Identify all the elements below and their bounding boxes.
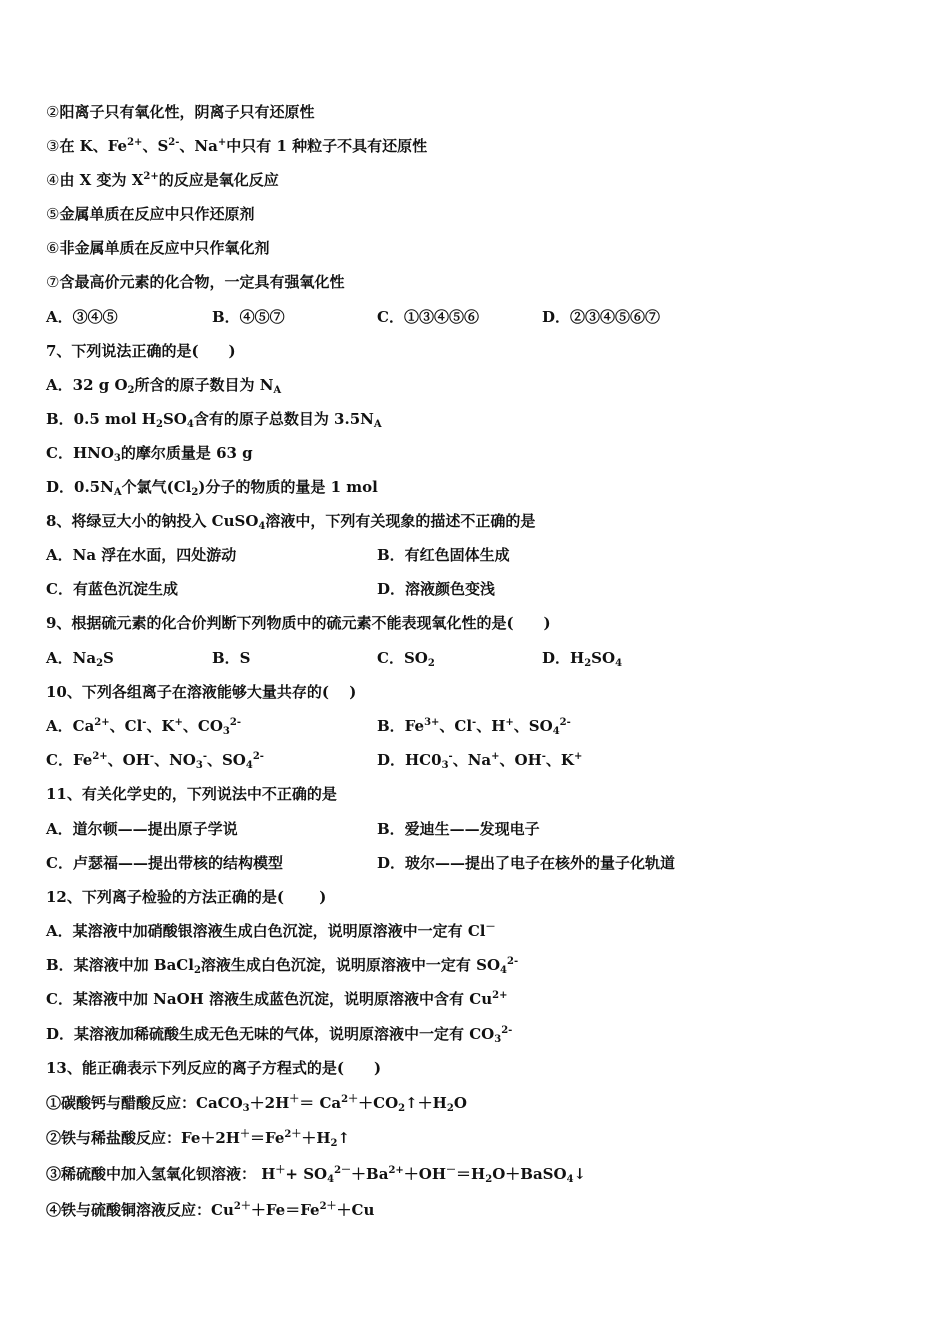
- q13-equation-4: ④铁与硫酸铜溶液反应：$Cu^{2+}+Fe=Fe^{2+}+Cu$: [46, 1201, 375, 1219]
- q6-item-6: ⑥非金属单质在反应中只作氧化剂: [46, 239, 270, 257]
- q12-option-d: D．某溶液加稀硫酸生成无色无味的气体，说明原溶液中一定有 $CO_3^{2-}$: [46, 1025, 513, 1045]
- q12-option-b: B．某溶液中加 BaCl$_2$溶液生成白色沉淀，说明原溶液中一定有 $SO_4^{2-}$: [46, 956, 519, 976]
- q13-equation-3: ③稀硫酸中加入氢氧化钡溶液： $H^++ SO_4^{2-}+Ba^{2+}+OH^-=H_2O+BaSO_4↓$: [46, 1165, 587, 1185]
- q11-option-a: A．道尔顿——提出原子学说: [46, 820, 238, 838]
- q9-option-d: D．$H_2SO_4$: [542, 649, 623, 669]
- q10-option-a: A．$Ca^{2+}$、Cl-、K+、$CO_3^{2-}$: [46, 717, 241, 737]
- q9-stem: 9、根据硫元素的化合价判断下列物质中的硫元素不能表现氧化性的是( ): [46, 614, 551, 632]
- q8-stem: 8、将绿豆大小的钠投入 CuSO$_4$溶液中，下列有关现象的描述不正确的是: [46, 512, 536, 532]
- q6-option-b: B．④⑤⑦: [212, 308, 285, 326]
- q13-equation-2: ②铁与稀盐酸反应：$Fe+2H^+=Fe^{2+}+H_2↑$: [46, 1129, 351, 1149]
- q6-option-d: D．②③④⑤⑥⑦: [542, 308, 661, 326]
- q7-option-b: B．0.5 mol $H_2SO_4$含有的原子总数目为 $3.5N_A$: [46, 410, 382, 430]
- q7-option-c: C．$HNO_3$的摩尔质量是 63 g: [46, 444, 253, 464]
- q6-item-5: ⑤金属单质在反应中只作还原剂: [46, 205, 255, 223]
- q8-option-d: D．溶液颜色变浅: [377, 580, 496, 598]
- q7-option-d: D．$0.5N_A$个氯气$(Cl_2)$分子的物质的量是 1 mol: [46, 478, 378, 498]
- q8-option-a: A．Na 浮在水面，四处游动: [46, 546, 237, 564]
- q13-stem: 13、能正确表示下列反应的离子方程式的是( ): [46, 1059, 382, 1077]
- q9-option-a: A．$Na_2S$: [46, 649, 114, 669]
- q13-equation-1: ①碳酸钙与醋酸反应：CaCO$_3$＋2H＋＝ $Ca^{2+}+CO_2↑+H_2O$: [46, 1094, 467, 1114]
- q10-stem: 10、下列各组离子在溶液能够大量共存的( ): [46, 683, 357, 701]
- q6-item-7: ⑦含最高价元素的化合物，一定具有强氧化性: [46, 273, 345, 291]
- q7-option-a: A．32 g $O_2$所含的原子数目为 $N_A$: [46, 376, 282, 396]
- q10-option-c: C．$Fe^{2+}$、OH-、$NO_3^-$、$SO_4^{2-}$: [46, 751, 264, 771]
- q11-option-b: B．爱迪生——发现电子: [377, 820, 540, 838]
- q6-option-a: A．③④⑤: [46, 308, 118, 326]
- q8-option-b: B．有红色固体生成: [377, 546, 510, 564]
- q10-option-d: D．$HC0_3^-$、Na+、OH-、K+: [377, 751, 583, 771]
- q12-option-a: A．某溶液中加硝酸银溶液生成白色沉淀，说明原溶液中一定有 Cl－: [46, 922, 496, 940]
- q6-item-2: ②阳离子只有氧化性，阴离子只有还原性: [46, 103, 315, 121]
- q11-stem: 11、有关化学史的，下列说法中不正确的是: [46, 785, 337, 803]
- q9-option-c: C．$SO_2$: [377, 649, 435, 669]
- q11-option-c: C．卢瑟福——提出带核的结构模型: [46, 854, 283, 872]
- q12-stem: 12、下列离子检验的方法正确的是( ): [46, 888, 327, 906]
- q10-option-b: B．$Fe^{3+}$、Cl-、H+、$SO_4^{2-}$: [377, 717, 571, 737]
- q6-item-3: ③在 K、$Fe^{2+}$、$S^{2-}$、Na+中只有 1 种粒子不具有还原性: [46, 137, 428, 155]
- q12-option-c: C．某溶液中加 NaOH 溶液生成蓝色沉淀，说明原溶液中含有 $Cu^{2+}$: [46, 990, 508, 1008]
- q11-option-d: D．玻尔——提出了电子在核外的量子化轨道: [377, 854, 676, 872]
- q6-item-4: ④由 X 变为 $X^{2+}$的反应是氧化反应: [46, 171, 279, 189]
- q9-option-b: B．S: [212, 649, 251, 667]
- q8-option-c: C．有蓝色沉淀生成: [46, 580, 178, 598]
- q6-option-c: C．①③④⑤⑥: [377, 308, 479, 326]
- q7-stem: 7、下列说法正确的是( ): [46, 342, 236, 360]
